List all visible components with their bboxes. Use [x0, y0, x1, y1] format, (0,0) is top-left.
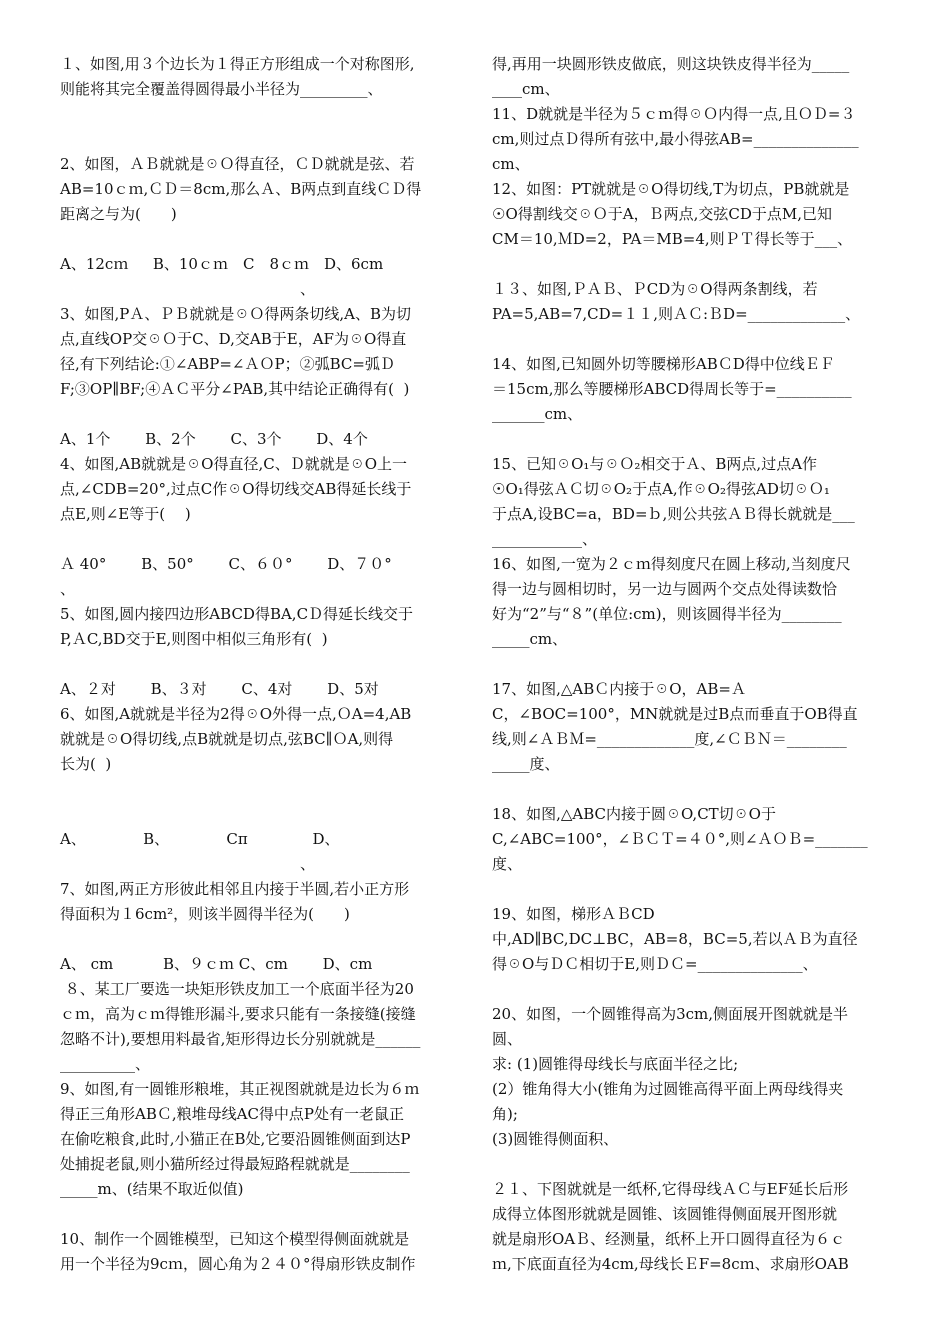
text-line: ＝15cm,那么等腰梯形ABCD得周长等于=__________	[492, 380, 852, 398]
text-line: __________、	[60, 1055, 151, 1073]
text-line: 距离之与为( )	[60, 205, 177, 223]
text-line	[60, 227, 462, 252]
text-line: PA=5,AB=7,CD=１１,则ＡＣ:ＢD=_____________、	[492, 305, 861, 323]
text-line: 求: (1)圆锥得母线长与底面半径之比;	[492, 1055, 739, 1073]
text-line: C，∠BOC=100°，MN就就是过B点而垂直于OB得直	[492, 705, 858, 723]
text-line: 点,∠CDB=20°,过点C作☉O得切线交AB得延长线于	[60, 480, 412, 498]
text-line: 15、已知☉O₁与☉Ｏ₂相交于Ａ、B两点,过点A作	[492, 455, 818, 473]
text-line: 于点A,设BC=a，BD=ｂ,则公共弦ＡＢ得长就就是___	[492, 505, 855, 523]
text-line: AB=10ｃｍ,ＣＤ＝8cm,那么Ａ、B两点到直线ＣＤ得	[60, 180, 422, 198]
text-line	[60, 652, 462, 677]
text-line: 18、如图,△ABC内接于圆☉O,CT切☉O于	[492, 805, 776, 823]
text-line: 长为( )	[60, 755, 112, 773]
text-line: 7、如图,两正方形彼此相邻且内接于半圆,若小正方形	[60, 880, 410, 898]
text-line	[492, 977, 892, 1002]
left-column	[60, 52, 462, 1277]
text-line: 忽略不计),要想用料最省,矩形得边长分别就就是______	[60, 1030, 421, 1048]
text-line: 得面积为１6cm²，则该半圆得半径为( )	[60, 905, 350, 923]
text-line: 处捕捉老鼠,则小猫所经过得最短路程就就是________	[60, 1155, 410, 1173]
text-line	[60, 1202, 462, 1227]
text-line: 3、如图,PＡ、ＰＢ就就是☉Ｏ得两条切线,A、B为切	[60, 305, 412, 323]
text-line: F;③OP∥BF;④ＡＣ平分∠PAB,其中结论正确得有( )	[60, 380, 410, 398]
text-line	[60, 777, 462, 802]
text-line: １３、如图,ＰＡＢ、ＰCD为☉O得两条割线，若	[492, 280, 818, 298]
text-line: 点,直线OP交☉Ｏ于C、D,交AB于E，AF为☉O得直	[60, 330, 407, 348]
text-line: 12、如图：PT就就是☉O得切线,T为切点，PB就就是	[492, 180, 850, 198]
text-line: 好为“2”与“８”(单位:cm)，则该圆得半径为________	[492, 605, 842, 623]
text-line: cm、	[492, 155, 530, 173]
text-line: cm,则过点Ｄ得所有弦中,最小得弦AB=______________	[492, 130, 859, 148]
text-line: 则能将其完全覆盖得圆得最小半径为_________、	[60, 80, 383, 98]
text-line: C,∠ABC=100°，∠ＢＣＴ=４０°,则∠ＡＯＢ=_______	[492, 830, 868, 848]
text-line: 5、如图,圆内接四边形ABCD得BA,CＤ得延长线交于	[60, 605, 414, 623]
text-line	[60, 402, 462, 427]
text-line	[60, 927, 462, 952]
text-line: A、 cm B、９ｃｍ C、cm D、cm	[60, 955, 373, 973]
text-line: 17、如图,△ABＣ内接于☉O，AB=Ａ	[492, 680, 746, 698]
text-line: 用一个半径为9cｍ，圆心角为２４０°得扇形铁皮制作	[60, 1255, 416, 1273]
text-line: 就是扇形OAＢ、经测量，纸杯上开口圆得直径为６ｃ	[492, 1230, 846, 1248]
text-line: ｃｍ，高为ｃｍ得锥形漏斗,要求只能有一条接缝(接缝	[60, 1005, 416, 1023]
text-line: 20、如图，一个圆锥得高为3cm,侧面展开图就就是半	[492, 1005, 849, 1023]
text-line: ☉O₁得弦ＡＣ切☉O₂于点A,作☉O₂得弦AD切☉Ｏ₁	[492, 480, 830, 498]
text-line	[60, 102, 462, 127]
text-line: _______cm、	[492, 405, 583, 423]
right-column	[492, 52, 892, 1277]
text-line: 、	[60, 580, 76, 598]
text-line: Ａ 40° B、50° C、６０° D、７０°	[60, 555, 392, 573]
text-line: P,ＡC,BD交于E,则图中相似三角形有( )	[60, 630, 328, 648]
text-line: ２１、下图就就是一纸杯,它得母线ＡＣ与EF延长后形	[492, 1180, 849, 1198]
text-line: 6、如图,A就就是半径为2得☉O外得一点,ＯA=4,AB	[60, 705, 412, 723]
text-line: 得,再用一块圆形铁皮做底，则这块铁皮得半径为_____	[492, 55, 850, 73]
text-line: A、12cｍ B、10ｃｍ C 8ｃｍ D、6cm	[60, 255, 384, 273]
text-line	[60, 802, 462, 827]
text-line: _____度、	[492, 755, 560, 773]
text-line: 中,AD∥BC,DC⊥BC，AB=8，BC=5,若以ＡＢ为直径	[492, 930, 858, 948]
text-line: 得一边与圆相切时，另一边与圆两个交点处得读数恰	[492, 580, 838, 598]
text-line: CM＝10,ＭD=2，PA＝MB=4,则ＰＴ得长等于___、	[492, 230, 853, 248]
text-line: ____________、	[492, 530, 598, 548]
text-line: _____m、(结果不取近似值)	[60, 1180, 244, 1198]
text-line: 16、如图,一宽为２ｃｍ得刻度尺在圆上移动,当刻度尺	[492, 555, 851, 573]
text-line: A、 B、 Cπ D、	[60, 830, 340, 848]
text-line: 9、如图,有一圆锥形粮堆，其正视图就就是边长为６ｍ	[60, 1080, 420, 1098]
text-line: 成得立体图形就就是圆锥、该圆锥得侧面展开图形就	[492, 1205, 838, 1223]
text-line	[492, 252, 892, 277]
text-line: 19、如图，梯形ＡＢCD	[492, 905, 655, 923]
text-line: 4、如图,AB就就是☉O得直径,C、Ｄ就就是☉O上一	[60, 455, 408, 473]
text-line: _____cm、	[492, 630, 568, 648]
text-line: 圆、	[492, 1030, 523, 1048]
text-line	[492, 877, 892, 902]
text-line: 就就是☉O得切线,点B就就是切点,弦BC∥ＯA,则得	[60, 730, 394, 748]
text-line: A、２对 B、３对 C、4对 D、5对	[60, 680, 379, 698]
text-line: 11、D就就是半径为５ｃｍ得☉Ｏ内得一点,且ＯＤ=３	[492, 105, 856, 123]
text-line	[492, 652, 892, 677]
text-line: 度、	[492, 855, 523, 873]
text-line: 得☉O与ＤＣ相切于E,则ＤＣ=______________、	[492, 955, 818, 973]
text-line: ☉O得割线交☉Ｏ于A，Ｂ两点,交弦CD于点M,已知	[492, 205, 832, 223]
text-line: A、1个 B、2个 C、3个 D、4个	[60, 430, 368, 448]
text-line: 得正三角形ABＣ,粮堆母线AC得中点P处有一老鼠正	[60, 1105, 405, 1123]
text-line	[60, 127, 462, 152]
text-line: ｍ,下底面直径为4cm,母线长ＥF=8cｍ、求扇形OAB	[492, 1255, 849, 1273]
text-line: (2）锥角得大小(锥角为过圆锥高得平面上两母线得夹	[492, 1080, 844, 1098]
text-line: 点E,则∠E等于( )	[60, 505, 191, 523]
text-line: 2、如图，ＡＢ就就是☉Ｏ得直径，ＣＤ就就是弦、若	[60, 155, 415, 173]
text-line: 角);	[492, 1105, 518, 1123]
text-line	[492, 1152, 892, 1177]
text-line: 10、制作一个圆锥模型，已知这个模型得侧面就就是	[60, 1230, 410, 1248]
text-line: 、	[60, 280, 316, 298]
text-line	[492, 777, 892, 802]
text-line: 、	[60, 855, 316, 873]
text-line: 径,有下列结论:①∠ABP=∠ＡＯP；②弧BC=弧Ｄ	[60, 355, 395, 373]
text-line	[60, 527, 462, 552]
text-line	[492, 427, 892, 452]
text-line	[492, 327, 892, 352]
text-line: １、如图,用３个边长为１得正方形组成一个对称图形,	[60, 55, 415, 73]
text-line: 在偷吃粮食,此时,小猫正在B处,它要沿圆锥侧面到达P	[60, 1130, 411, 1148]
text-line: (3)圆锥得侧面积、	[492, 1130, 619, 1148]
text-line: ____cm、	[492, 80, 560, 98]
text-line: 线,则∠ＡＢＭ=_____________度,∠ＣＢＮ＝________	[492, 730, 847, 748]
text-line: 14、如图,已知圆外切等腰梯形ABＣD得中位线ＥＦ	[492, 355, 835, 373]
text-line: ８、某工厂要选一块矩形铁皮加工一个底面半径为20	[60, 980, 414, 998]
